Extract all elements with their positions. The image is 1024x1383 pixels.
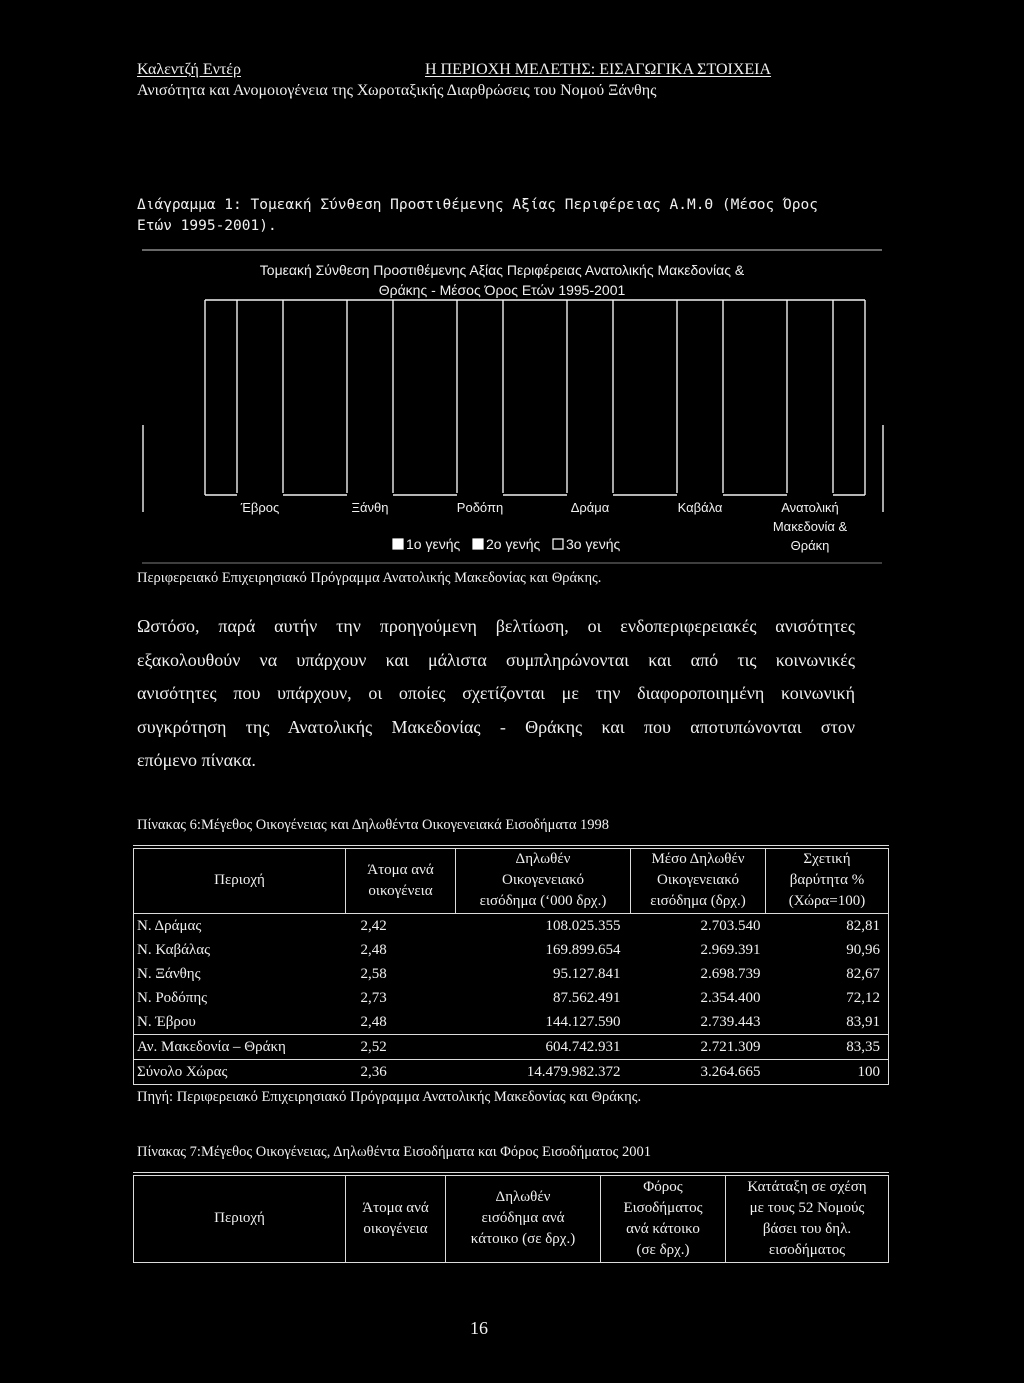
cell-income: 604.742.931 xyxy=(545,1038,621,1055)
table-7 xyxy=(133,1172,889,1263)
header-text: εισόδημα (δρχ.) xyxy=(650,893,746,910)
header-income-tax-per-capita xyxy=(601,1174,726,1262)
body-paragraph xyxy=(137,610,855,778)
table-row xyxy=(134,1010,889,1035)
chart-title-line: Θράκης - Μέσος Όρος Ετών 1995-2001 xyxy=(378,282,626,298)
header-text: οικογένεια xyxy=(368,882,433,899)
bar-5 xyxy=(787,300,833,496)
category-label: Θράκη xyxy=(790,538,830,553)
paragraph-line: επόμενο πίνακα. xyxy=(137,750,256,770)
bar-4 xyxy=(677,300,723,496)
header-text: Περιοχή xyxy=(214,872,265,889)
paragraph-line: συγκρότηση της Ανατολικής Μακεδονίας - Θράκης και που αποτυπώνονται στον xyxy=(137,716,855,737)
header-ranking xyxy=(726,1174,889,1262)
header-declared-income xyxy=(456,847,631,913)
header-text: εισοδήματος xyxy=(768,1241,846,1258)
cell-persons: 2,42 xyxy=(360,917,387,934)
sector-composition-chart xyxy=(130,240,890,570)
table-row-region-total xyxy=(134,1034,889,1059)
category-label: Ροδόπη xyxy=(456,500,504,515)
header-text: Κατάταξη σε σχέση xyxy=(747,1178,867,1195)
cell-persons: 2,73 xyxy=(360,989,387,1006)
header-income-per-capita xyxy=(446,1174,601,1262)
cell-weight: 90,96 xyxy=(846,941,880,958)
cell-weight: 83,35 xyxy=(846,1038,880,1055)
header-mean-income xyxy=(631,847,766,913)
figure-caption xyxy=(137,195,818,237)
cell-persons: 2,52 xyxy=(360,1038,387,1055)
cell-income: 169.899.654 xyxy=(545,941,621,958)
header-text: κάτοικο (σε δρχ.) xyxy=(470,1231,576,1248)
header-text: οικογένεια xyxy=(363,1220,428,1237)
figure-caption-line: Διάγραμμα 1: Τομεακή Σύνθεση Προστιθέμενης Αξίας Περιφέρειας Α.Μ.Θ (Μέσος Όρος xyxy=(137,197,818,213)
header-text: Σχετική xyxy=(803,851,851,868)
cell-region: Αν. Μακεδονία – Θράκη xyxy=(137,1038,286,1055)
cell-persons: 2,48 xyxy=(360,941,387,958)
category-label: Μακεδονία & xyxy=(772,519,848,534)
running-header-chapter: Η ΠΕΡΙΟΧΗ ΜΕΛΕΤΗΣ: ΕΙΣΑΓΩΓΙΚΑ ΣΤΟΙΧΕΙΑ xyxy=(425,61,772,78)
header-text: ανά κάτοικο xyxy=(626,1220,700,1237)
figure-caption-line: Ετών 1995-2001). xyxy=(137,218,277,234)
cell-region: Ν. Καβάλας xyxy=(137,941,211,958)
header-text: (σε δρχ.) xyxy=(636,1241,690,1258)
cell-region: Ν. Ξάνθης xyxy=(137,965,201,982)
cell-mean-income: 2.969.391 xyxy=(700,941,761,958)
cell-income: 95.127.841 xyxy=(553,965,621,982)
cell-persons: 2,36 xyxy=(360,1063,387,1080)
table-7-caption: Πίνακας 7:Μέγεθος Οικογένειας, Δηλωθέντα Εισοδήματα και Φόρος Εισοδήματος 2001 xyxy=(137,1144,652,1160)
legend-swatch xyxy=(553,539,563,549)
table-row xyxy=(134,962,889,986)
header-persons-per-family xyxy=(346,847,456,913)
legend-label: 2ο γενής xyxy=(486,536,541,552)
header-text: (Χώρα=100) xyxy=(788,893,866,910)
table-row xyxy=(134,986,889,1010)
cell-income: 14.479.982.372 xyxy=(526,1063,621,1080)
header-region xyxy=(134,1174,346,1262)
category-label: Ανατολική xyxy=(781,500,839,515)
header-text: εισόδημα ανά xyxy=(481,1210,565,1227)
header-region xyxy=(134,847,346,913)
table-header-row xyxy=(134,847,889,913)
table-6-caption: Πίνακας 6:Μέγεθος Οικογένειας και Δηλωθέντα Οικογενειακά Εισοδήματα 1998 xyxy=(137,817,610,833)
category-label: Έβρος xyxy=(240,500,280,515)
header-text: Δηλωθέν xyxy=(515,851,571,868)
paragraph-line: Ωστόσο, παρά αυτήν την προηγούμενη βελτίωση, οι ενδοπεριφερειακές ανισότητες xyxy=(137,616,855,636)
table-row xyxy=(134,938,889,962)
cell-weight: 82,81 xyxy=(846,917,880,934)
cell-persons: 2,58 xyxy=(360,965,387,982)
category-label: Καβάλα xyxy=(677,500,723,515)
cell-income: 108.025.355 xyxy=(545,917,621,934)
header-text: Άτομα ανά xyxy=(367,861,434,878)
legend-label: 1ο γενής xyxy=(406,536,461,552)
legend-swatch xyxy=(393,539,403,549)
cell-weight: 100 xyxy=(857,1063,880,1080)
table-row-country-total xyxy=(134,1059,889,1084)
cell-weight: 72,12 xyxy=(846,989,880,1006)
header-text: Δηλωθέν xyxy=(495,1189,551,1206)
legend-swatch xyxy=(473,539,483,549)
cell-region: Ν. Ροδόπης xyxy=(137,989,208,1006)
cell-income: 87.562.491 xyxy=(553,989,621,1006)
category-label: Ξάνθη xyxy=(351,500,389,515)
cell-mean-income: 2.698.739 xyxy=(700,965,761,982)
chart-title-line: Τομεακή Σύνθεση Προστιθέμενης Αξίας Περιφέρειας Ανατολικής Μακεδονίας & xyxy=(259,262,745,278)
header-text: Περιοχή xyxy=(214,1210,265,1227)
legend-label: 3ο γενής xyxy=(566,536,621,552)
header-relative-weight xyxy=(766,847,889,913)
header-text: Μέσο Δηλωθέν xyxy=(651,851,745,868)
table-header-row xyxy=(134,1174,889,1262)
header-text: βάσει του δηλ. xyxy=(762,1220,852,1237)
running-header-author: Καλεντζή Εντέρ xyxy=(137,61,241,78)
header-text: Άτομα ανά xyxy=(362,1199,429,1216)
running-header-subtitle: Ανισότητα και Ανομοιογένεια της Χωροταξικής Διαρθρώσεις του Νομού Ξάνθης xyxy=(137,82,657,99)
header-text: Οικογενειακό xyxy=(502,872,584,889)
page-number: 16 xyxy=(470,1318,488,1338)
cell-mean-income: 2.721.309 xyxy=(700,1038,761,1055)
bar-3 xyxy=(567,300,613,496)
table-6-source: Πηγή: Περιφερειακό Επιχειρησιακό Πρόγραμμα Ανατολικής Μακεδονίας και Θράκης. xyxy=(137,1089,642,1105)
cell-mean-income: 2.703.540 xyxy=(700,917,761,934)
header-text: με τους 52 Νομούς xyxy=(749,1199,865,1216)
bar-0 xyxy=(237,300,283,496)
cell-weight: 83,91 xyxy=(846,1013,880,1030)
cell-region: Ν. Έβρου xyxy=(137,1013,196,1030)
figure-source: Περιφερειακό Επιχειρησιακό Πρόγραμμα Ανατολικής Μακεδονίας και Θράκης. xyxy=(137,570,602,586)
cell-persons: 2,48 xyxy=(360,1013,387,1030)
header-text: Φόρος xyxy=(643,1178,683,1195)
header-text: εισόδημα (‘000 δρχ.) xyxy=(479,893,607,910)
table-6 xyxy=(133,845,889,1085)
header-text: Εισοδήματος xyxy=(623,1199,703,1216)
paragraph-line: εξακολουθούν να υπάρχουν και μάλιστα συμπληρώνονται και από τις κοινωνικές xyxy=(137,649,855,670)
bar-2 xyxy=(457,300,503,496)
chart-plot-area xyxy=(205,300,865,553)
cell-income: 144.127.590 xyxy=(545,1013,621,1030)
cell-region: Ν. Δράμας xyxy=(137,917,202,934)
cell-weight: 82,67 xyxy=(846,965,880,982)
cell-region: Σύνολο Χώρας xyxy=(137,1063,228,1080)
header-text: βαρύτητα % xyxy=(789,872,865,889)
bar-1 xyxy=(347,300,393,496)
header-text: Οικογενειακό xyxy=(657,872,739,889)
header-persons-per-family xyxy=(346,1174,446,1262)
category-label: Δράμα xyxy=(570,500,610,515)
cell-mean-income: 2.739.443 xyxy=(700,1013,761,1030)
cell-mean-income: 2.354.400 xyxy=(700,989,761,1006)
table-row xyxy=(134,913,889,938)
paragraph-line: ανισότητες που υπάρχουν, οι οποίες σχετίζονται με την διαφοροποιημένη κοινωνική xyxy=(137,683,855,703)
cell-mean-income: 3.264.665 xyxy=(700,1063,761,1080)
